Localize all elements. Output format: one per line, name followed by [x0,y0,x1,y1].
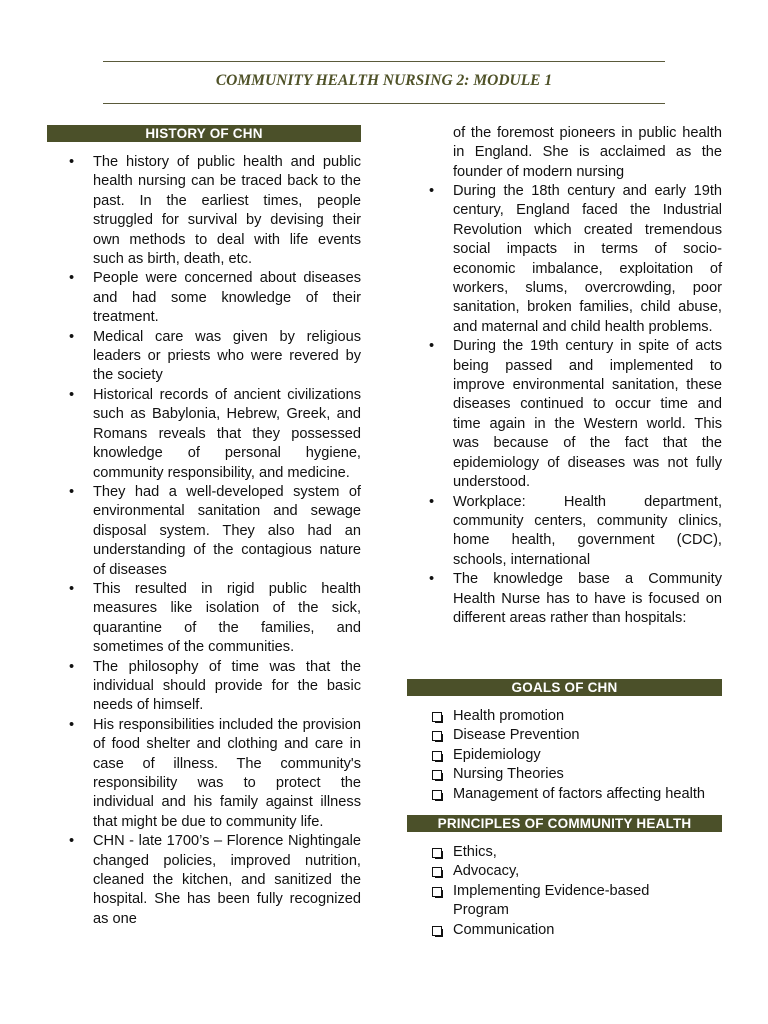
checkbox-bullet-icon [432,926,442,936]
checkbox-bullet-icon [432,790,442,800]
list-item: Disease Prevention [407,726,722,745]
checkbox-bullet-icon [432,751,442,761]
history-list-continued [407,182,722,628]
history-heading: HISTORY OF CHN [47,125,361,142]
list-item: • During the 19th century in spite of acts being passed and implemented to improve environmental sanitation, these diseases continued to occur time and time again in the Western world. This was because of the fact that the epidemiology of diseases was not fully understood. [407,337,722,492]
list-item: • The philosophy of time was that the individual should provide for the basic needs of himself. [47,658,361,716]
list-item: • His responsibilities included the provision of food shelter and clothing and care in case of illness. The community's responsibility was to protect the individual and his family against illness that might be due to community life. [47,716,361,832]
list-item: • The history of public health and public health nursing can be traced back to the past. In the earliest times, people struggled for survival by devising their own methods to deal with life events such as birth, death, etc. [47,153,361,269]
checkbox-bullet-icon [432,712,442,722]
list-item: • The knowledge base a Community Health Nurse has to have is focused on different areas rather than hospitals: [407,570,722,628]
list-item: • They had a well-developed system of environmental sanitation and sewage disposal system. They also had an understanding of the contagious nature of diseases [47,483,361,580]
list-item: • This resulted in rigid public health measures like isolation of the sick, quarantine of the families, and sometimes of the communities. [47,580,361,658]
goals-heading: GOALS OF CHN [407,679,722,696]
list-item: Communication [407,921,722,940]
list-item: • People were concerned about diseases and had some knowledge of their treatment. [47,269,361,327]
list-item: Management of factors affecting health [407,785,722,804]
list-item: • During the 18th century and early 19th century, England faced the Industrial Revolution which created tremendous social impacts in terms of socio-economic imbalance, exploitation of workers, slums, overcrowding, poor sanitation, broken families, child abuse, and maternal and child health problems. [407,182,722,337]
list-item: • Medical care was given by religious leaders or priests who were revered by the society [47,328,361,386]
goals-list [407,707,722,804]
list-item: Implementing Evidence-based Program [407,882,722,921]
list-item: Epidemiology [407,746,722,765]
list-item: Advocacy, [407,862,722,881]
list-item: Ethics, [407,843,722,862]
principles-heading: PRINCIPLES OF COMMUNITY HEALTH [407,815,722,832]
header-rule-bottom [103,103,665,104]
checkbox-bullet-icon [432,848,442,858]
checkbox-bullet-icon [432,770,442,780]
document-title: COMMUNITY HEALTH NURSING 2: MODULE 1 [215,72,553,89]
checkbox-bullet-icon [432,867,442,877]
checkbox-bullet-icon [432,887,442,897]
list-item: • Workplace: Health department, community centers, community clinics, home health, government (CDC), schools, international [407,493,722,571]
history-continuation: of the foremost pioneers in public health in England. She is acclaimed as the founder of modern nursing [453,125,722,180]
list-item: Nursing Theories [407,765,722,784]
checkbox-bullet-icon [432,731,442,741]
list-item: Health promotion [407,707,722,726]
history-list [47,153,361,929]
principles-list [407,843,722,940]
header-rule-top [103,61,665,62]
list-item: • CHN - late 1700’s – Florence Nightingale changed policies, improved nutrition, cleaned the kitchen, and sanitized the hospital. She has been fully recognized as one [47,832,361,929]
list-item: • Historical records of ancient civilizations such as Babylonia, Hebrew, Greek, and Romans reveals that they possessed knowledge of personal hygiene, community responsibility, and medicine. [47,386,361,483]
